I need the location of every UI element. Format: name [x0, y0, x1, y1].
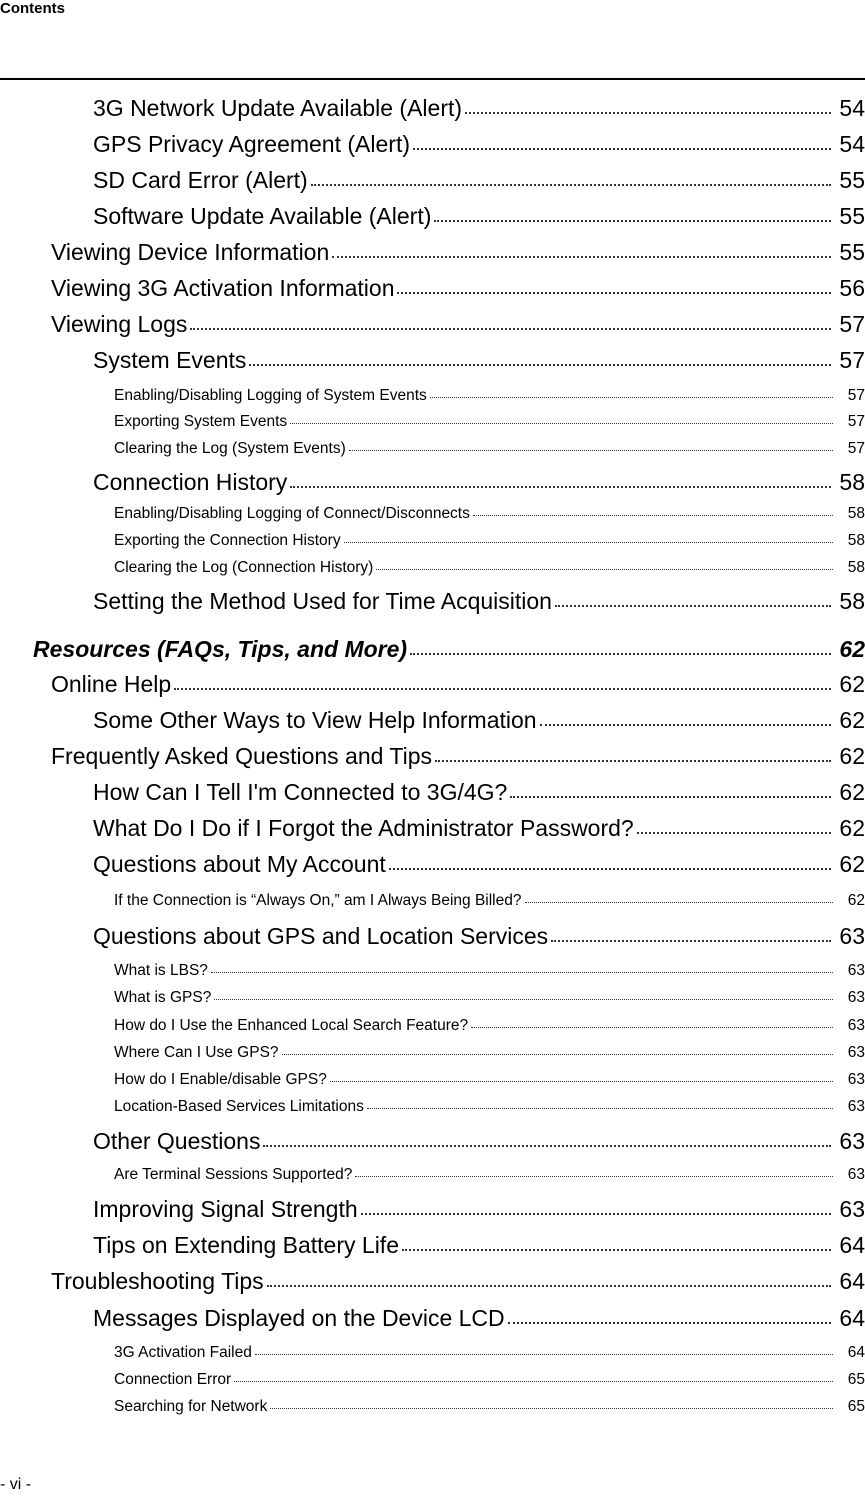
toc-entry-page-number: 57	[839, 311, 865, 337]
toc-entry[interactable]	[0, 706, 865, 734]
toc-entry[interactable]	[0, 814, 865, 842]
toc-entry[interactable]	[0, 346, 865, 374]
toc-entry-page-number: 62	[839, 851, 865, 877]
running-header-title: Contents	[0, 0, 65, 17]
toc-entry-title: What is GPS?	[114, 989, 212, 1006]
dot-leader	[540, 724, 831, 726]
toc-entry-page-number: 54	[839, 131, 865, 157]
toc-entry[interactable]	[0, 558, 865, 578]
toc-entry-title: 3G Activation Failed	[114, 1344, 252, 1361]
toc-entry-page-number: 64	[839, 1232, 865, 1258]
dot-leader	[255, 1354, 833, 1355]
toc-entry[interactable]	[0, 988, 865, 1008]
toc-entry-title: System Events	[93, 347, 247, 373]
toc-entry[interactable]	[0, 274, 865, 302]
toc-entry[interactable]	[0, 1016, 865, 1036]
dot-leader	[311, 184, 831, 186]
toc-entry-title: Messages Displayed on the Device LCD	[93, 1305, 505, 1331]
toc-entry-title: If the Connection is “Always On,” am I Always Being Billed?	[114, 892, 522, 909]
toc-entry-page-number: 62	[839, 636, 865, 662]
toc-entry[interactable]	[0, 742, 865, 770]
dot-leader	[410, 653, 831, 655]
toc-entry-page-number: 57	[839, 347, 865, 373]
dot-leader	[430, 397, 833, 398]
toc-entry-page-number: 62	[839, 779, 865, 805]
toc-entry-title: Frequently Asked Questions and Tips	[51, 743, 432, 769]
toc-entry-page-number: 56	[839, 275, 865, 301]
toc-entry[interactable]	[0, 635, 865, 663]
dot-leader	[402, 1249, 831, 1251]
dot-leader	[290, 423, 833, 424]
toc-entry-title: How Can I Tell I'm Connected to 3G/4G?	[93, 779, 508, 805]
toc-entry-page-number: 57	[847, 413, 865, 430]
toc-entry-title: Location-Based Services Limitations	[114, 1098, 364, 1115]
toc-entry-title: Software Update Available (Alert)	[93, 203, 432, 229]
toc-entry-title: What is LBS?	[114, 962, 208, 979]
dot-leader	[435, 760, 831, 762]
toc-entry-page-number: 64	[839, 1268, 865, 1294]
toc-entry[interactable]	[0, 202, 865, 230]
toc-entry[interactable]	[0, 412, 865, 432]
dot-leader	[263, 1145, 831, 1147]
toc-entry-title: Viewing Logs	[51, 311, 188, 337]
toc-entry[interactable]	[0, 238, 865, 266]
dot-leader	[413, 148, 831, 150]
toc-entry[interactable]	[0, 1370, 865, 1390]
toc-entry-title: Other Questions	[93, 1128, 261, 1154]
toc-entry[interactable]	[0, 1343, 865, 1363]
toc-entry-title: Enabling/Disabling Logging of System Events	[114, 387, 427, 404]
toc-entry-page-number: 58	[847, 505, 865, 522]
toc-entry-page-number: 65	[847, 1371, 865, 1388]
toc-entry-page-number: 54	[839, 95, 865, 121]
toc-entry-page-number: 58	[847, 532, 865, 549]
dot-leader	[249, 364, 831, 366]
toc-entry[interactable]	[0, 1195, 865, 1223]
toc-entry-title: Some Other Ways to View Help Information	[93, 707, 537, 733]
toc-entry[interactable]	[0, 166, 865, 194]
dot-leader	[330, 1081, 833, 1082]
dot-leader	[473, 515, 833, 516]
toc-entry-title: Connection History	[93, 469, 288, 495]
toc-entry[interactable]	[0, 1127, 865, 1155]
dot-leader	[465, 112, 831, 114]
toc-entry-title: Setting the Method Used for Time Acquisition	[93, 588, 552, 614]
toc-entry-title: Questions about My Account	[93, 851, 386, 877]
toc-entry-page-number: 64	[839, 1305, 865, 1331]
toc-entry[interactable]	[0, 891, 865, 911]
dot-leader	[555, 605, 831, 607]
toc-entry-page-number: 62	[847, 892, 865, 909]
toc-entry[interactable]	[0, 1043, 865, 1063]
dot-leader	[344, 542, 833, 543]
toc-entry-page-number: 55	[839, 239, 865, 265]
toc-entry-title: Clearing the Log (System Events)	[114, 440, 346, 457]
toc-entry-title: Exporting the Connection History	[114, 532, 341, 549]
toc-entry-title: 3G Network Update Available (Alert)	[93, 95, 463, 121]
toc-entry-page-number: 58	[839, 588, 865, 614]
toc-entry-title: Viewing Device Information	[51, 239, 330, 265]
page-number-footer: - vi -	[0, 1476, 32, 1493]
toc-entry[interactable]	[0, 670, 865, 698]
toc-entry-page-number: 63	[847, 1166, 865, 1183]
toc-entry[interactable]	[0, 1165, 865, 1185]
toc-entry-page-number: 63	[847, 962, 865, 979]
toc-entry-page-number: 63	[839, 1196, 865, 1222]
toc-entry-title: Connection Error	[114, 1371, 232, 1388]
toc-entry-page-number: 57	[847, 387, 865, 404]
toc-entry[interactable]	[0, 94, 865, 122]
toc-entry-title: What Do I Do if I Forgot the Administrator Password?	[93, 815, 634, 841]
toc-entry-title: Troubleshooting Tips	[51, 1268, 264, 1294]
toc-entry-title: Online Help	[51, 671, 172, 697]
toc-entry[interactable]	[0, 587, 865, 615]
toc-entry-title: Clearing the Log (Connection History)	[114, 559, 374, 576]
toc-entry-page-number: 62	[839, 743, 865, 769]
dot-leader	[190, 328, 831, 330]
toc-entry[interactable]	[0, 961, 865, 981]
toc-entry-title: Tips on Extending Battery Life	[93, 1232, 399, 1258]
header-divider	[0, 78, 865, 80]
dot-leader	[349, 450, 833, 451]
toc-entry[interactable]	[0, 386, 865, 406]
toc-entry-title: GPS Privacy Agreement (Alert)	[93, 131, 410, 157]
dot-leader	[551, 940, 831, 942]
toc-entry-page-number: 63	[847, 1098, 865, 1115]
toc-entry-page-number: 63	[847, 1071, 865, 1088]
toc-entry-page-number: 63	[847, 1044, 865, 1061]
toc-entry-page-number: 64	[847, 1344, 865, 1361]
toc-entry-page-number: 62	[839, 707, 865, 733]
toc-entry[interactable]	[0, 130, 865, 158]
dot-leader	[267, 1285, 831, 1287]
toc-entry-title: Are Terminal Sessions Supported?	[114, 1166, 353, 1183]
dot-leader	[211, 972, 833, 973]
dot-leader	[214, 999, 833, 1000]
toc-entry[interactable]	[0, 310, 865, 338]
dot-leader	[389, 868, 831, 870]
toc-entry-title: How do I Enable/disable GPS?	[114, 1071, 327, 1088]
dot-leader	[376, 569, 833, 570]
dot-leader	[637, 832, 831, 834]
toc-entry-page-number: 63	[839, 923, 865, 949]
dot-leader	[270, 1408, 833, 1409]
toc-entry[interactable]	[0, 778, 865, 806]
dot-leader	[525, 902, 834, 903]
toc-entry-page-number: 57	[847, 440, 865, 457]
toc-entry-title: Exporting System Events	[114, 413, 288, 430]
toc-entry-title: Where Can I Use GPS?	[114, 1044, 279, 1061]
toc-entry[interactable]	[0, 1231, 865, 1259]
toc-entry-page-number: 58	[839, 469, 865, 495]
toc-entry-page-number: 58	[847, 559, 865, 576]
toc-entry[interactable]	[0, 504, 865, 524]
toc-entry[interactable]	[0, 1070, 865, 1090]
toc-entry[interactable]	[0, 531, 865, 551]
dot-leader	[434, 220, 831, 222]
toc-entry[interactable]	[0, 1397, 865, 1417]
toc-entry-title: SD Card Error (Alert)	[93, 167, 308, 193]
dot-leader	[367, 1108, 833, 1109]
toc-entry-page-number: 63	[839, 1128, 865, 1154]
dot-leader	[361, 1213, 831, 1215]
dot-leader	[332, 256, 831, 258]
toc-entry[interactable]	[0, 439, 865, 459]
toc-entry-page-number: 63	[847, 1017, 865, 1034]
toc-entry[interactable]	[0, 468, 865, 496]
toc-entry-title: Resources (FAQs, Tips, and More)	[33, 636, 408, 662]
toc-entry[interactable]	[0, 850, 865, 878]
dot-leader	[397, 292, 831, 294]
toc-entry-page-number: 62	[839, 815, 865, 841]
toc-entry-page-number: 55	[839, 203, 865, 229]
toc-entry-title: Improving Signal Strength	[93, 1196, 358, 1222]
toc-entry[interactable]	[0, 922, 865, 950]
toc-entry-page-number: 55	[839, 167, 865, 193]
dot-leader	[234, 1381, 833, 1382]
toc-entry-page-number: 65	[847, 1398, 865, 1415]
toc-entry-page-number: 63	[847, 989, 865, 1006]
toc-entry[interactable]	[0, 1267, 865, 1295]
toc-entry[interactable]	[0, 1097, 865, 1117]
dot-leader	[510, 796, 831, 798]
dot-leader	[508, 1322, 831, 1324]
toc-entry-title: Enabling/Disabling Logging of Connect/Disconnects	[114, 505, 470, 522]
toc-entry-title: Searching for Network	[114, 1398, 268, 1415]
dot-leader	[471, 1027, 833, 1028]
toc-entry-title: Viewing 3G Activation Information	[51, 275, 395, 301]
dot-leader	[282, 1054, 833, 1055]
toc-entry[interactable]	[0, 1304, 865, 1332]
toc-entry-page-number: 62	[839, 671, 865, 697]
dot-leader	[174, 688, 831, 690]
toc-entry-title: Questions about GPS and Location Services	[93, 923, 549, 949]
dot-leader	[355, 1176, 833, 1177]
dot-leader	[290, 486, 831, 488]
toc-entry-title: How do I Use the Enhanced Local Search Feature?	[114, 1017, 469, 1034]
